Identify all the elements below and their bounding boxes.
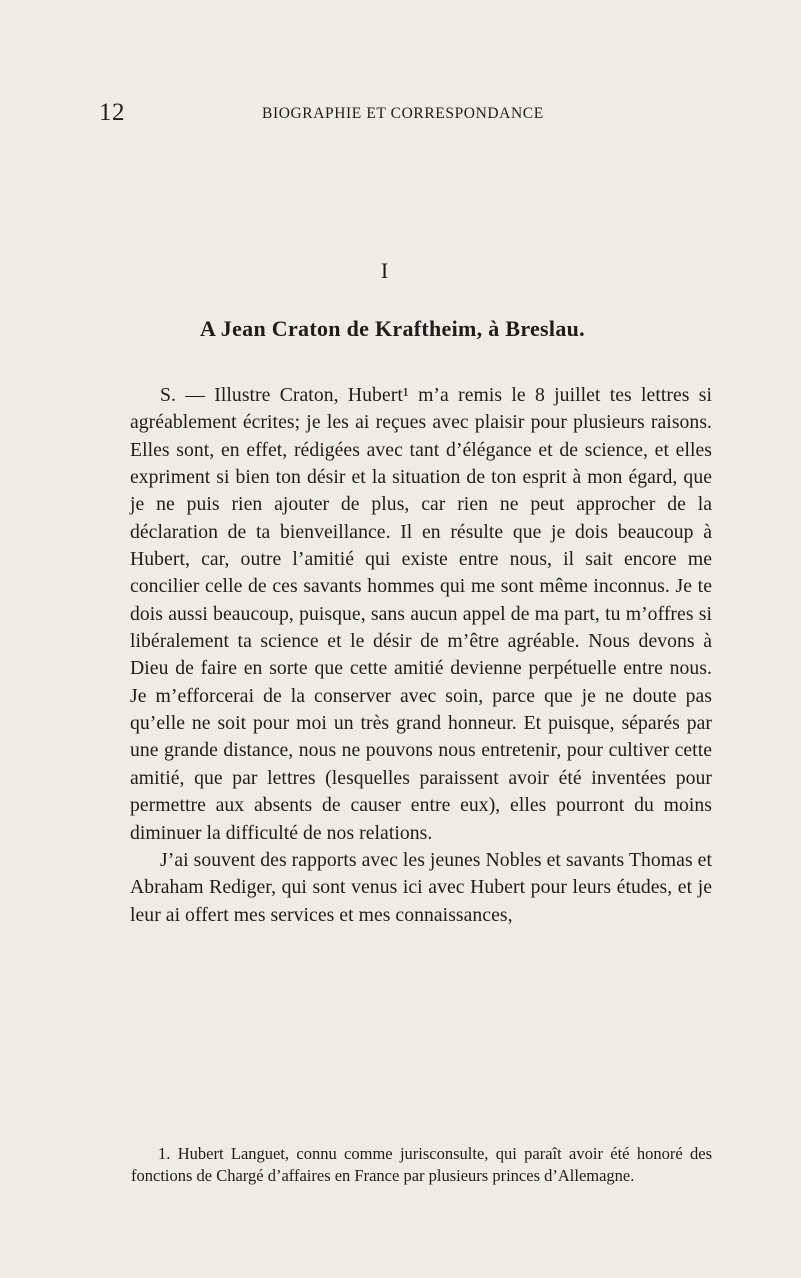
letter-number: I [380,258,389,283]
footnote-text: 1. Hubert Languet, connu comme jurisconsulte, qui paraît avoir été honoré des fonctions de Chargé d’affaires en France par plusieurs princes d’Allemagne. [131,1144,712,1185]
body-paragraph: S. — Illustre Craton, Hubert¹ m’a remis le 8 juillet tes lettres si agréablement écrites; je les ai reçues avec plaisir pour plusieurs raisons. Elles sont, en effet, rédigées avec tant d’élégance et de science, et elles expriment si bien ton désir et la situation de ton esprit à mon égard, que je ne puis rien ajouter de plus, car rien ne peut approcher de la déclaration de ta bienveillance. Il en résulte que je dois beaucoup à Hubert, car, outre l’amitié qui existe entre nous, il sait encore me concilier celle de ces savants hommes qui me sont même inconnus. Je te dois aussi beaucoup, puisque, sans aucun appel de ma part, tu m’offres si libéralement ta science et le désir de m’être agréable. Nous devons à Dieu de faire en sorte que cette amitié devienne perpétuelle entre nous. Je m’efforcerai de la conserver avec soin, parce que je ne doute pas qu’elle ne soit pour moi un très grand honneur. Et puisque, séparés par une grande distance, nous ne pouvons nous entretenir, pour cultiver cette amitié, que par lettres (lesquelles paraissent avoir été inventées pour permettre aux absents de causer entre eux), elles pourront du moins diminuer la difficulté de nos relations. [130,384,712,844]
body-paragraph: J’ai souvent des rapports avec les jeunes Nobles et savants Thomas et Abraham Rediger, qui sont venus ici avec Hubert pour leurs études, et je leur ai offert mes services et mes connaissances, [130,848,712,926]
letter-body [130,382,712,929]
letter-heading: A Jean Craton de Kraftheim, à Breslau. [200,316,585,341]
page-number: 12 [99,99,125,126]
running-header: BIOGRAPHIE ET CORRESPONDANCE [262,105,544,122]
footnote [131,1143,712,1186]
